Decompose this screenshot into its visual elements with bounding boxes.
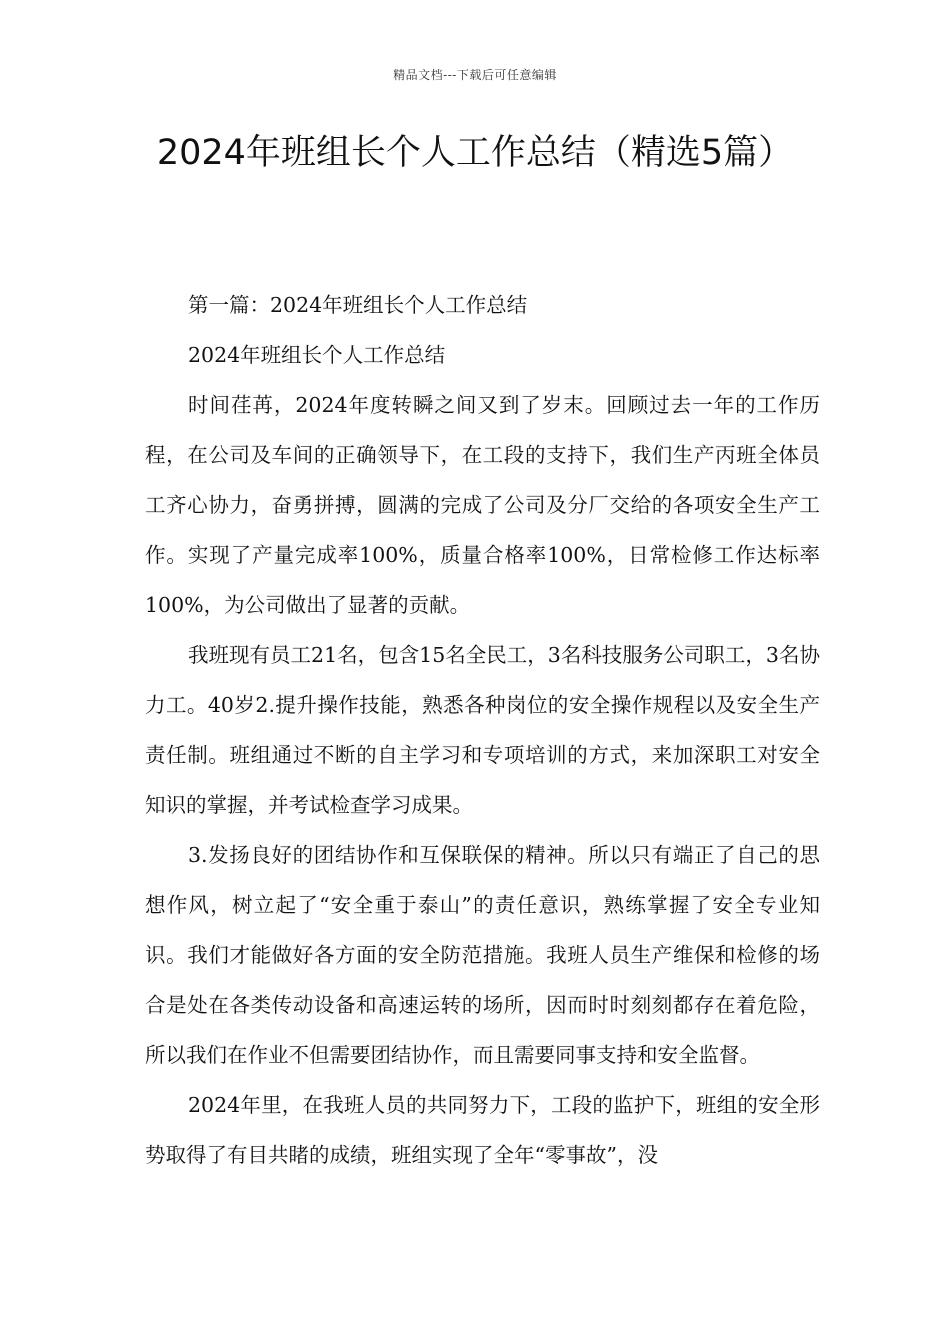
document-body — [145, 280, 820, 1180]
page-header: 精品文档---下载后可任意编辑 — [393, 68, 557, 82]
body-paragraph: 2024年里，在我班人员的共同努力下，工段的监护下，班组的安全形势取得了有目共睹的成绩，班组实现了全年“零事故”，没 — [145, 1093, 820, 1167]
section-title: 2024年班组长个人工作总结 — [188, 343, 446, 367]
body-paragraph: 我班现有员工21名，包含15名全民工，3名科技服务公司职工，3名协力工。40岁2.提升操作技能，熟悉各种岗位的安全操作规程以及安全生产责任制。班组通过不断的自主学习和专项培训的方式，来加深职工对安全知识的掌握，并考试检查学习成果。 — [145, 643, 820, 817]
body-paragraph: 3.发扬良好的团结协作和互保联保的精神。所以只有端正了自己的思想作风，树立起了“安全重于泰山”的责任意识，熟练掌握了安全专业知识。我们才能做好各方面的安全防范措施。我班人员生产维保和检修的场合是处在各类传动设备和高速运转的场所，因而时时刻刻都存在着危险，所以我们在作业不但需要团结协作，而且需要同事支持和安全监督。 — [145, 843, 820, 1067]
chapter-heading: 第一篇：2024年班组长个人工作总结 — [188, 293, 528, 317]
document-title: 2024年班组长个人工作总结（精选5篇） — [156, 133, 794, 173]
body-paragraph: 时间荏苒，2024年度转瞬之间又到了岁末。回顾过去一年的工作历程，在公司及车间的正确领导下，在工段的支持下，我们生产丙班全体员工齐心协力，奋勇拼搏，圆满的完成了公司及分厂交给的各项安全生产工作。实现了产量完成率100%，质量合格率100%，日常检修工作达标率100%，为公司做出了显著的贡献。 — [145, 393, 820, 617]
